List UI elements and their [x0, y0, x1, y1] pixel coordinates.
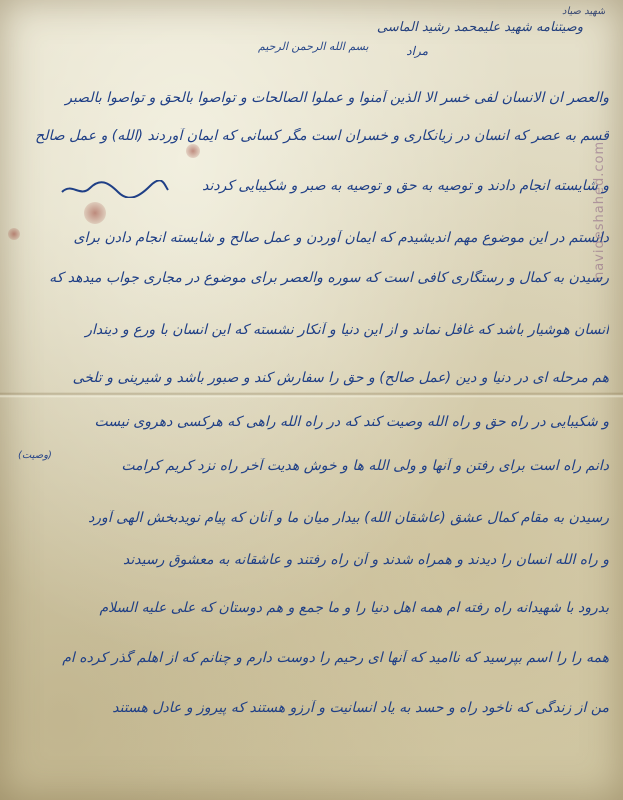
- body-line: رسیدن به کمال و رستگاری کافی است که سوره والعصر برای موضوع در مجاری جواب میدهد که: [49, 270, 609, 286]
- paper-fold-line: [0, 392, 623, 398]
- basmala-heading: بسم الله الرحمن الرحیم: [258, 40, 369, 53]
- body-line: و شایسته انجام دادند و توصیه به حق و توصیه به صبر و شکیبایی کردند: [202, 178, 609, 194]
- body-line: بدرود با شهیدانه راه رفته ام همه اهل دنیا را و ما جمع و هم دوستان که علی علیه السلام: [99, 600, 609, 616]
- site-watermark: navideshahed.com: [592, 140, 607, 280]
- margin-note: (وصیت): [18, 450, 52, 461]
- letter-header-subline: مراد: [406, 44, 428, 58]
- scribble-strikeout: [60, 180, 170, 198]
- body-line: و راه الله انسان را دیدند و همراه شدند و آن راه رفتند و عاشقانه به معشوق رسیدند: [123, 552, 609, 568]
- letter-header-title: وصیتنامه شهید علیمحمد رشید الماسی: [376, 20, 583, 35]
- body-line: من از زندگی که ناخود راه و حسد به یاد انسانیت و آرزو هستند که پیروز و عادل هستند: [112, 700, 609, 716]
- body-line: انسان هوشیار باشد که غافل نماند و از این دنیا و آنکار نشسته که این انسان با ورع و دیندار: [85, 322, 609, 338]
- body-line: دانم راه است برای رفتن و آنها و ولی الله ها و خوش هدیت آخر راه نزد کریم کرامت: [121, 458, 609, 474]
- body-line: دانستم در این موضوع مهم اندیشیدم که ایمان آوردن و عمل صالح و شایسته انجام دادن برای: [73, 230, 609, 246]
- ink-stain: [186, 144, 200, 158]
- body-line: و شکیبایی در راه حق و راه الله وصیت کند که در راه الله راهی که هرکسی دهروی نیست: [94, 414, 609, 430]
- body-line: رسیدن به مقام کمال عشق (عاشقان الله) بیدار میان ما و آنان که پیام نویدبخش الهی آورد: [88, 510, 609, 526]
- ink-stain: [84, 202, 106, 224]
- corner-note: شهید صیاد: [562, 6, 606, 17]
- body-line: هم مرحله ای در دنیا و دین (عمل صالح) و حق را سفارش کند و صبور باشد و شیرینی و تلخی: [72, 370, 609, 386]
- body-line: قسم به عصر که انسان در زیانکاری و خسران است مگر کسانی که ایمان آوردند (الله) و عمل صالح: [35, 128, 609, 144]
- body-line: همه را را اسم بپرسید که ناامید که آنها ای رحیم را دوست دارم و چنانم که از اهلم گذر کرده ام: [62, 650, 609, 666]
- body-line: والعصر ان الانسان لفی خسر الا الذین آمنوا و عملوا الصالحات و تواصوا بالحق و تواصوا بالصبر: [65, 90, 609, 106]
